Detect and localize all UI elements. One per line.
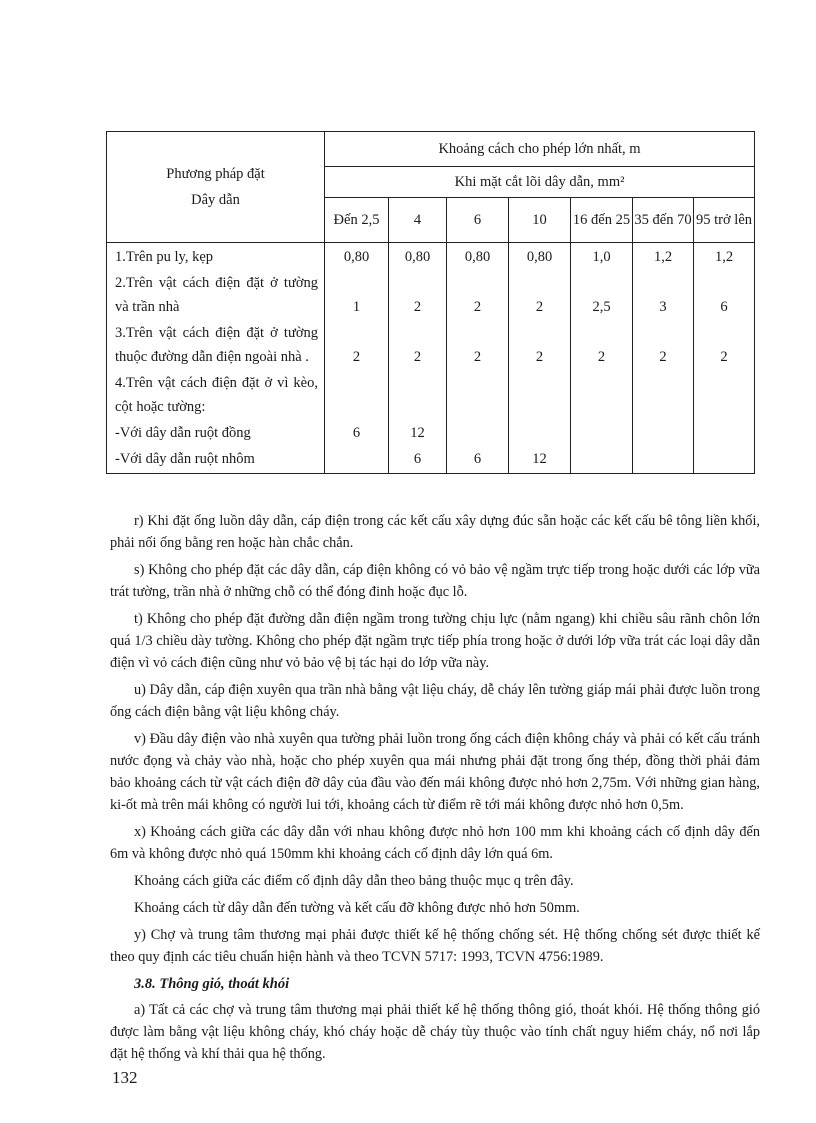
paragraph-x: x) Khoảng cách giữa các dây dẫn với nhau không được nhỏ hơn 100 mm khi khoảng cách cố định dây đến 6m và không được nhỏ quá 150mm khi khoảng cách cố định dây lớn quá 6m.	[110, 824, 760, 862]
value-cell: 2	[389, 321, 447, 371]
size-header: 16 đến 25	[571, 198, 633, 243]
size-header: 6	[447, 198, 509, 243]
wiring-distance-table	[106, 131, 755, 474]
value-cell	[509, 371, 571, 421]
value-cell: 2	[633, 321, 694, 371]
paragraph-y: y) Chợ và trung tâm thương mại phải được thiết kế hệ thống chống sét. Hệ thống chống sét được thiết kế theo quy định các tiêu chuẩn hiện hành và theo TCVN 5717: 1993, TCVN 4756:1989.	[110, 927, 760, 965]
value-cell	[694, 421, 755, 447]
paragraph-r: r) Khi đặt ống luồn dây dẫn, cáp điện trong các kết cấu xây dựng đúc sẵn hoặc các kết cấu bê tông liền khối, phải nối ống bằng ren hoặc hàn chắc chắn.	[110, 513, 760, 551]
value-cell	[447, 371, 509, 421]
wiring-distance-table-container	[106, 131, 754, 474]
method-cell: 3.Trên vật cách điện đặt ở tường thuộc đường dẫn điện ngoài nhà .	[107, 321, 325, 371]
value-cell: 0,80	[325, 243, 389, 272]
table-row	[107, 321, 755, 371]
value-cell	[694, 447, 755, 474]
value-cell: 6	[447, 447, 509, 474]
value-cell	[694, 371, 755, 421]
value-cell	[571, 447, 633, 474]
value-cell: 2	[571, 321, 633, 371]
value-cell	[325, 447, 389, 474]
value-cell: 12	[509, 447, 571, 474]
table-row	[107, 447, 755, 474]
value-cell	[447, 421, 509, 447]
distance-group-header: Khoảng cách cho phép lớn nhất, m	[325, 132, 755, 167]
value-cell	[509, 421, 571, 447]
value-cell: 2	[325, 321, 389, 371]
paragraph-v: v) Đầu dây điện vào nhà xuyên qua tường phải luồn trong ống cách điện không cháy và phải có kết cấu tránh nước đọng và chảy vào nhà, hoặc cho phép xuyên qua mái nhưng phải đặt trong ống thép, đồng thời phải đảm bảo khoảng cách từ vật cách điện đỡ dây của đầu vào đến mái không được nhỏ hơn 2,75m. Với những gian hàng, ki-ốt mà trên mái không có người lui tới, khoảng cách từ điểm rẽ tới mái không được nhỏ hơn 0,5m.	[110, 731, 760, 813]
table-row	[107, 371, 755, 421]
table-row	[107, 243, 755, 272]
paragraph-t: t) Không cho phép đặt đường dẫn điện ngầm trong tường chịu lực (nằm ngang) khi chiều sâu rãnh chôn lớn quá 1/3 chiều dày tường. Không cho phép đặt ngầm trực tiếp phía trong hoặc ở dưới lớp vữa trát các loại dây dẫn điện vì vỏ cách điện cũng như vỏ bảo vệ bị tác hại do lớp vữa này.	[110, 611, 760, 671]
value-cell: 1,2	[633, 243, 694, 272]
paragraph-a: a) Tất cả các chợ và trung tâm thương mại phải thiết kế hệ thống thông gió, thoát khói. Hệ thống thông gió được làm bằng vật liệu không cháy, khó cháy hoặc dễ cháy tùy thuộc vào tính chất nguy hiểm cháy, nổ nơi lắp đặt hệ thống và khí thải qua hệ thống.	[110, 1002, 760, 1062]
value-cell	[633, 447, 694, 474]
value-cell	[325, 371, 389, 421]
value-cell: 2	[389, 271, 447, 321]
page-number: 132	[112, 1068, 138, 1087]
value-cell: 12	[389, 421, 447, 447]
table-row	[107, 271, 755, 321]
value-cell	[633, 371, 694, 421]
value-cell: 2	[447, 321, 509, 371]
value-cell: 6	[694, 271, 755, 321]
paragraph-x-fixing-points: Khoảng cách giữa các điểm cố định dây dẫn theo bảng thuộc mục q trên đây.	[134, 873, 574, 889]
method-cell: 2.Trên vật cách điện đặt ở tường và trần nhà	[107, 271, 325, 321]
value-cell	[571, 371, 633, 421]
value-cell: 6	[389, 447, 447, 474]
value-cell: 0,80	[389, 243, 447, 272]
value-cell: 0,80	[447, 243, 509, 272]
size-header: Đến 2,5	[325, 198, 389, 243]
size-header: 35 đến 70	[633, 198, 694, 243]
method-cell: 1.Trên pu ly, kẹp	[107, 243, 325, 272]
value-cell	[571, 421, 633, 447]
paragraph-u: u) Dây dẫn, cáp điện xuyên qua trần nhà bằng vật liệu cháy, dễ cháy lên tường giáp mái phải được luồn trong ống cách điện bằng vật liệu không cháy.	[110, 682, 760, 720]
value-cell: 2	[509, 321, 571, 371]
size-header: 10	[509, 198, 571, 243]
value-cell: 2	[509, 271, 571, 321]
value-cell	[389, 371, 447, 421]
value-cell: 1,0	[571, 243, 633, 272]
table-row	[107, 421, 755, 447]
value-cell: 2,5	[571, 271, 633, 321]
value-cell: 0,80	[509, 243, 571, 272]
value-cell: 1	[325, 271, 389, 321]
paragraph-x-wall-distance: Khoảng cách từ dây dẫn đến tường và kết cấu đỡ không được nhỏ hơn 50mm.	[134, 900, 580, 916]
size-header: 4	[389, 198, 447, 243]
method-cell: 4.Trên vật cách điện đặt ở vì kèo, cột hoặc tường:	[107, 371, 325, 421]
method-header-line2: Dây dẫn	[191, 192, 240, 208]
value-cell: 2	[447, 271, 509, 321]
value-cell: 3	[633, 271, 694, 321]
value-cell	[633, 421, 694, 447]
size-header: 95 trở lên	[694, 198, 755, 243]
body-text	[110, 510, 760, 1070]
section-heading: 3.8. Thông gió, thoát khói	[134, 976, 290, 992]
paragraph-s: s) Không cho phép đặt các dây dẫn, cáp điện không có vỏ bảo vệ ngầm trực tiếp trong hoặc dưới các lớp vữa trát tường, trần nhà ở những chỗ có thể đóng đinh hoặc đục lỗ.	[110, 562, 760, 600]
method-cell: -Với dây dẫn ruột nhôm	[107, 447, 325, 474]
method-cell: -Với dây dẫn ruột đồng	[107, 421, 325, 447]
value-cell: 1,2	[694, 243, 755, 272]
cross-section-subheader: Khi mặt cắt lõi dây dẫn, mm²	[325, 167, 755, 198]
method-header-line1: Phương pháp đặt	[166, 165, 265, 182]
value-cell: 6	[325, 421, 389, 447]
value-cell: 2	[694, 321, 755, 371]
method-column-header	[107, 132, 325, 243]
